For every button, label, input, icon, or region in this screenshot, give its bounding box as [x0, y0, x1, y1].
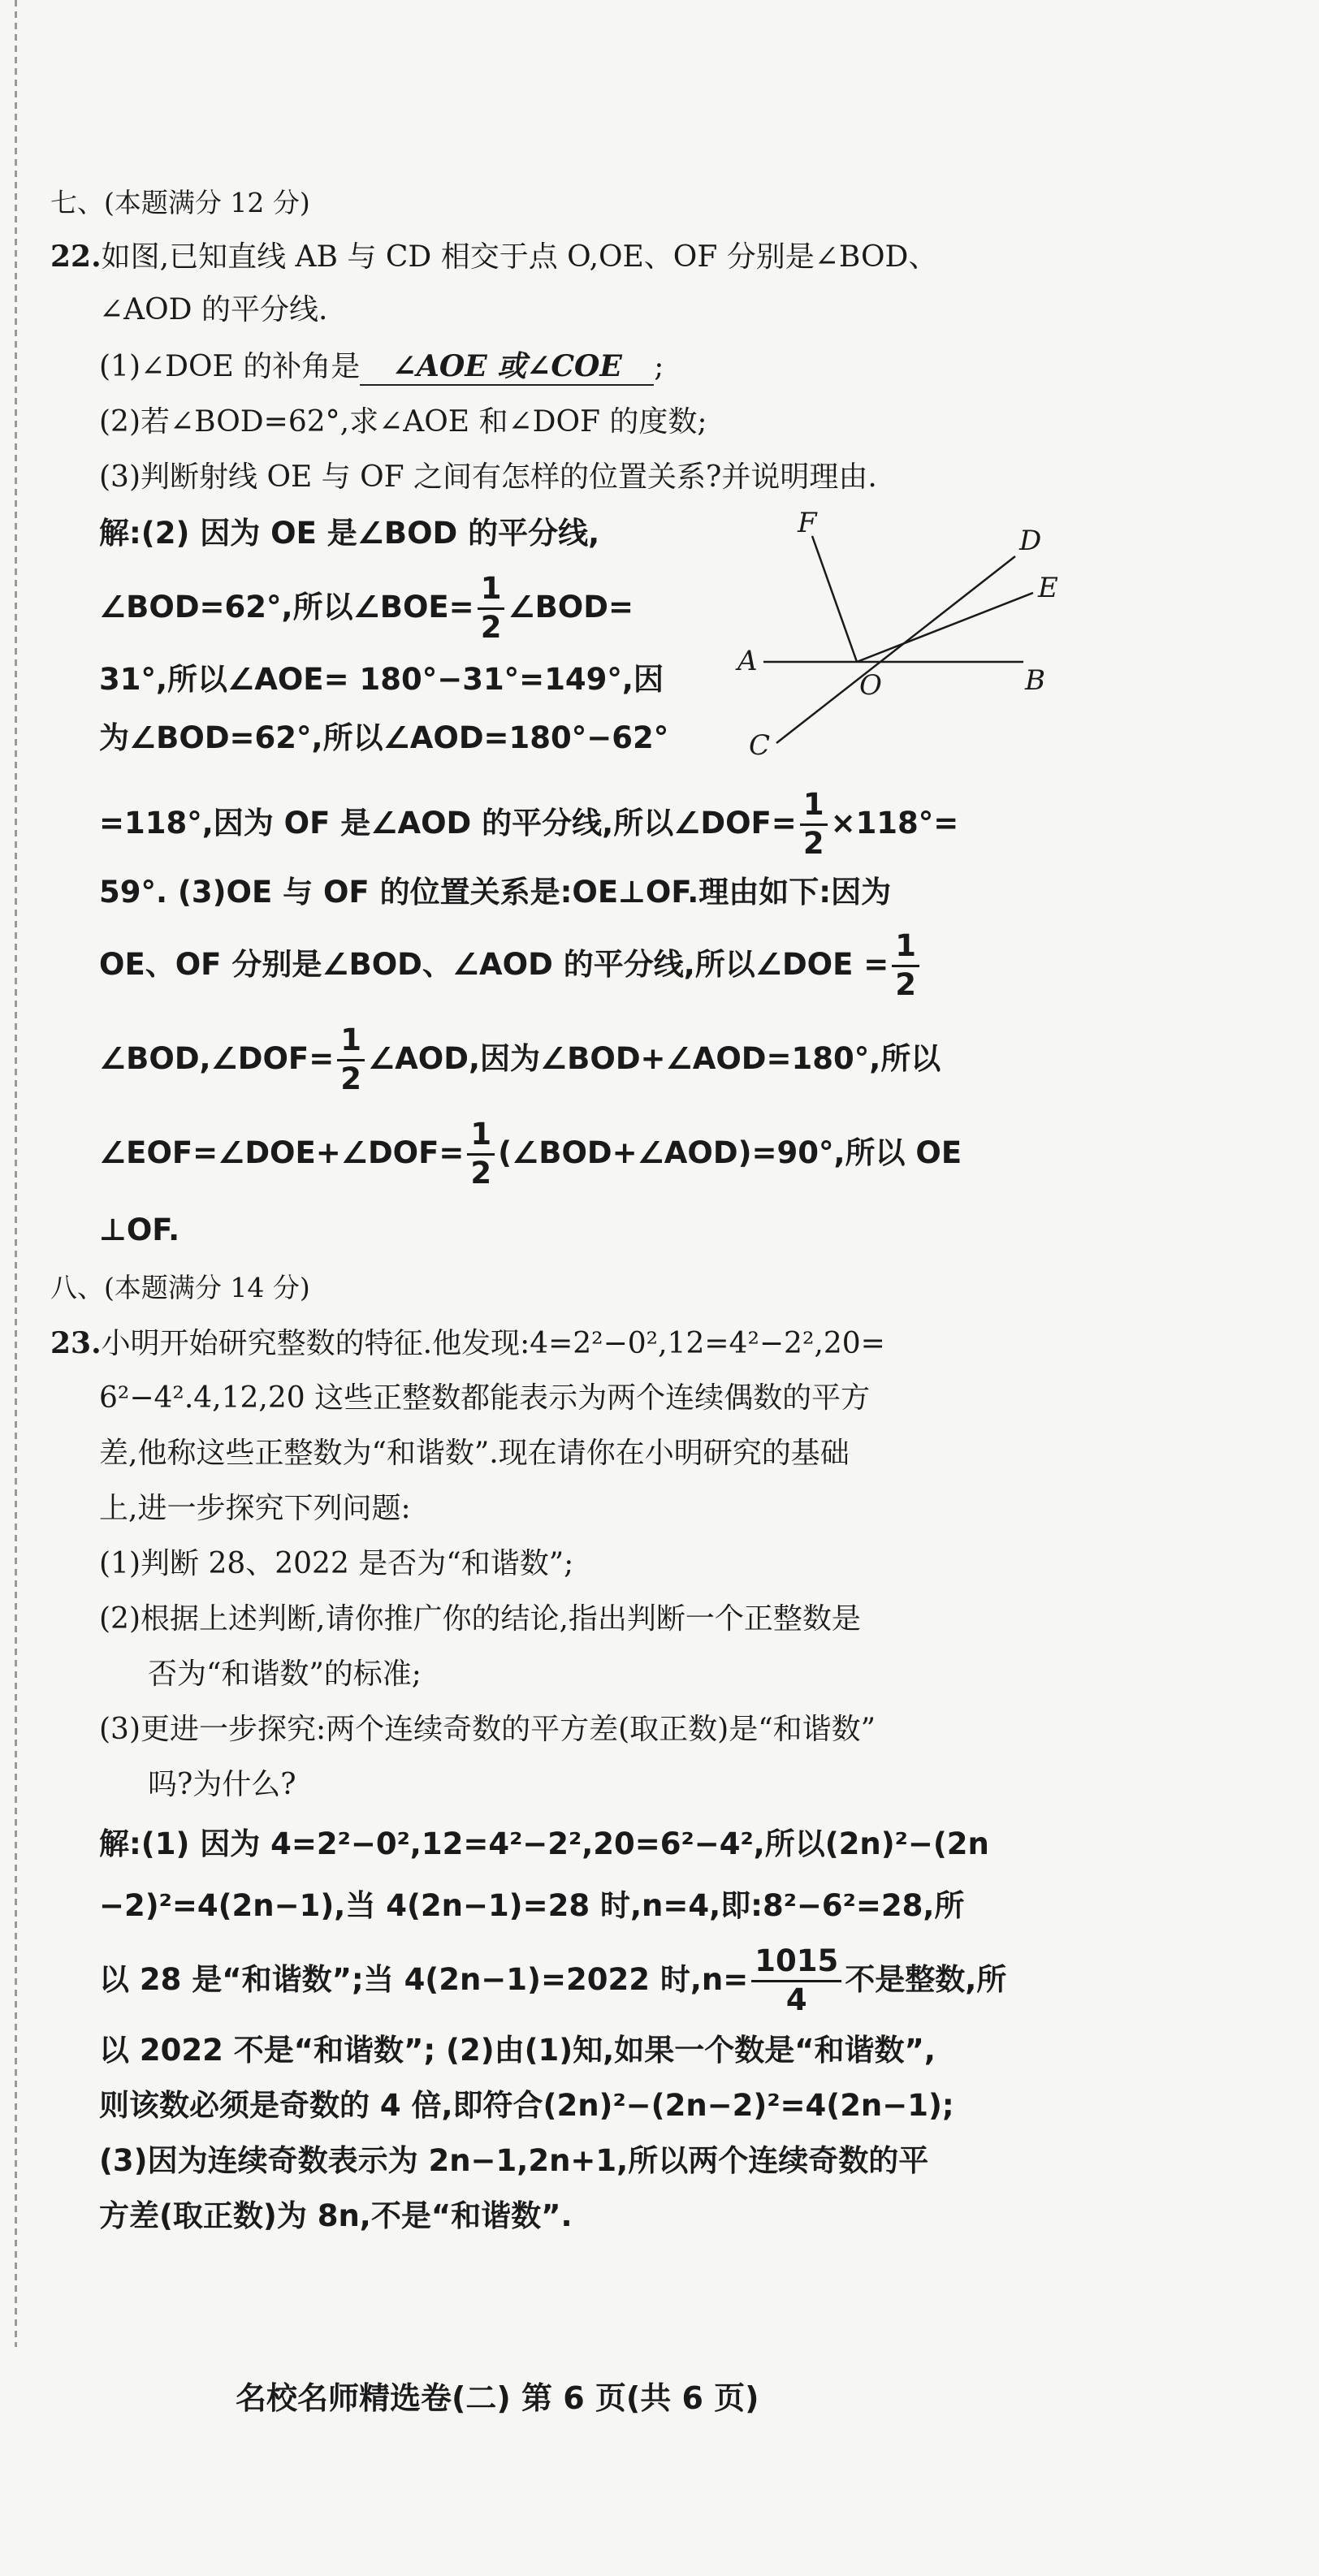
q23-part3-line2: 吗?为什么?: [148, 1768, 296, 1801]
fraction-numerator: 1015: [751, 1946, 841, 1982]
q23-number: 23.: [50, 1326, 102, 1360]
q22-sol-line7: [99, 928, 923, 1002]
q22-part3: (3)判断射线 OE 与 OF 之间有怎样的位置关系?并说明理由.: [99, 460, 877, 494]
q22-sol-line8-b: ∠AOD,因为∠BOD+∠AOD=180°,所以: [367, 1040, 941, 1076]
q23-sol-line3-b: 不是整数,所: [845, 1961, 1007, 1997]
q23-sol-line2: −2)²=4(2n−1),当 4(2n−1)=28 时,n=4,即:8²−6²=28,所: [99, 1888, 965, 1923]
label-d: D: [1019, 525, 1042, 557]
q22-part1-prefix: (1)∠DOE 的补角是: [99, 350, 361, 383]
fraction-numerator: 1: [467, 1119, 495, 1156]
fraction-numerator: 1: [800, 789, 828, 826]
q22-number: 22.: [50, 240, 102, 274]
q23-sol-line7: 方差(取正数)为 8n,不是“和谐数”.: [99, 2198, 573, 2233]
q22-stem-text1: 如图,已知直线 AB 与 CD 相交于点 O,OE、OF 分别是∠BOD、: [101, 240, 938, 274]
q22-sol-line9-a: ∠EOF=∠DOE+∠DOF=: [99, 1135, 465, 1170]
ray-oe: [857, 593, 1033, 662]
q22-part1: [99, 348, 664, 387]
label-c: C: [749, 729, 771, 762]
geometry-figure: [731, 499, 1105, 767]
fraction-half: [337, 1022, 365, 1096]
q22-sol-line2: [99, 573, 634, 644]
q22-sol-line4: 为∠BOD=62°,所以∠AOD=180°−62°: [99, 720, 669, 755]
q23-stem-line3: 差,他称这些正整数为“和谐数”.现在请你在小明研究的基础: [99, 1437, 850, 1470]
fraction-numerator: 1: [337, 1025, 365, 1061]
label-f: F: [798, 507, 817, 539]
fraction-1015-over-4: [751, 1943, 841, 2017]
q23-sol-line1: 解:(1) 因为 4=2²−0²,12=4²−2²,20=6²−4²,所以(2n)²−(2n: [99, 1826, 989, 1861]
fraction-half: [800, 789, 828, 860]
q22-sol-line10: ⊥OF.: [99, 1212, 180, 1247]
q22-stem-line1: [50, 237, 937, 277]
q22-sol-line5-a: =118°,因为 OF 是∠AOD 的平分线,所以∠DOF=: [99, 805, 797, 841]
page-footer: 名校名师精选卷(二) 第 6 页(共 6 页): [236, 2380, 759, 2416]
fraction-numerator: 1: [478, 573, 505, 610]
q22-sol-line3: 31°,所以∠AOE= 180°−31°=149°,因: [99, 662, 664, 697]
fraction-half: [892, 928, 919, 1002]
fraction-denominator: 2: [340, 1061, 361, 1096]
q23-part2-line1: (2)根据上述判断,请你推广你的结论,指出判断一个正整数是: [99, 1602, 861, 1636]
fraction-denominator: 2: [480, 609, 502, 645]
fraction-half: [478, 573, 505, 644]
q22-part1-suffix: ;: [654, 350, 664, 383]
q23-stem-line1: [50, 1324, 885, 1364]
fraction-denominator: 4: [785, 1982, 807, 2017]
q23-part2-line2: 否为“和谐数”的标准;: [148, 1658, 422, 1691]
q23-sol-line6: (3)因为连续奇数表示为 2n−1,2n+1,所以两个连续奇数的平: [99, 2143, 929, 2178]
q22-sol-line9: [99, 1119, 962, 1190]
q23-sol-line3: [99, 1943, 1007, 2017]
q22-sol-line5: [99, 789, 958, 860]
fraction-denominator: 2: [802, 825, 824, 861]
fraction-denominator: 2: [470, 1155, 492, 1191]
q22-sol-line1: 解:(2) 因为 OE 是∠BOD 的平分线,: [99, 516, 600, 551]
section-7-header: 七、(本题满分 12 分): [50, 187, 310, 218]
q22-sol-line9-b: (∠BOD+∠AOD)=90°,所以 OE: [498, 1135, 962, 1170]
q23-sol-line5: 则该数必须是奇数的 4 倍,即符合(2n)²−(2n−2)²=4(2n−1);: [99, 2088, 954, 2123]
margin-dashed-line: [15, 0, 17, 2347]
q22-sol-line7-a: OE、OF 分别是∠BOD、∠AOD 的平分线,所以∠DOE =: [99, 946, 889, 982]
q22-sol-line2-b: ∠BOD=: [508, 589, 634, 625]
q23-stem-line4: 上,进一步探究下列问题:: [99, 1492, 411, 1525]
q23-sol-line4: 以 2022 不是“和谐数”; (2)由(1)知,如果一个数是“和谐数”,: [99, 2033, 936, 2068]
label-e: E: [1038, 572, 1058, 604]
section-8-header: 八、(本题满分 14 分): [50, 1272, 310, 1303]
q22-stem-line2: ∠AOD 的平分线.: [99, 293, 328, 326]
q22-sol-line5-b: ×118°=: [830, 805, 959, 841]
q22-part2: (2)若∠BOD=62°,求∠AOE 和∠DOF 的度数;: [99, 405, 707, 439]
q23-stem-text1: 小明开始研究整数的特征.他发现:4=2²−0²,12=4²−2²,20=: [101, 1327, 885, 1360]
fraction-half: [467, 1119, 495, 1190]
q22-sol-line8: [99, 1022, 941, 1096]
q23-part1: (1)判断 28、2022 是否为“和谐数”;: [99, 1547, 574, 1580]
q23-part3-line1: (3)更进一步探究:两个连续奇数的平方差(取正数)是“和谐数”: [99, 1713, 876, 1746]
label-b: B: [1025, 664, 1045, 697]
label-a: A: [737, 645, 758, 677]
label-o: O: [859, 669, 882, 702]
q23-stem-line2: 6²−4².4,12,20 这些正整数都能表示为两个连续偶数的平方: [99, 1381, 871, 1415]
q23-sol-line3-a: 以 28 是“和谐数”;当 4(2n−1)=2022 时,n=: [99, 1961, 749, 1997]
ray-of: [812, 536, 857, 662]
q22-sol-line6: 59°. (3)OE 与 OF 的位置关系是:OE⊥OF.理由如下:因为: [99, 875, 892, 910]
fraction-numerator: 1: [892, 931, 919, 967]
line-cd: [776, 556, 1015, 743]
q22-sol-line8-a: ∠BOD,∠DOF=: [99, 1040, 335, 1076]
q22-part1-answer: ∠AOE 或∠COE: [360, 348, 654, 386]
fraction-denominator: 2: [895, 966, 917, 1002]
q22-sol-line2-a: ∠BOD=62°,所以∠BOE=: [99, 589, 474, 625]
